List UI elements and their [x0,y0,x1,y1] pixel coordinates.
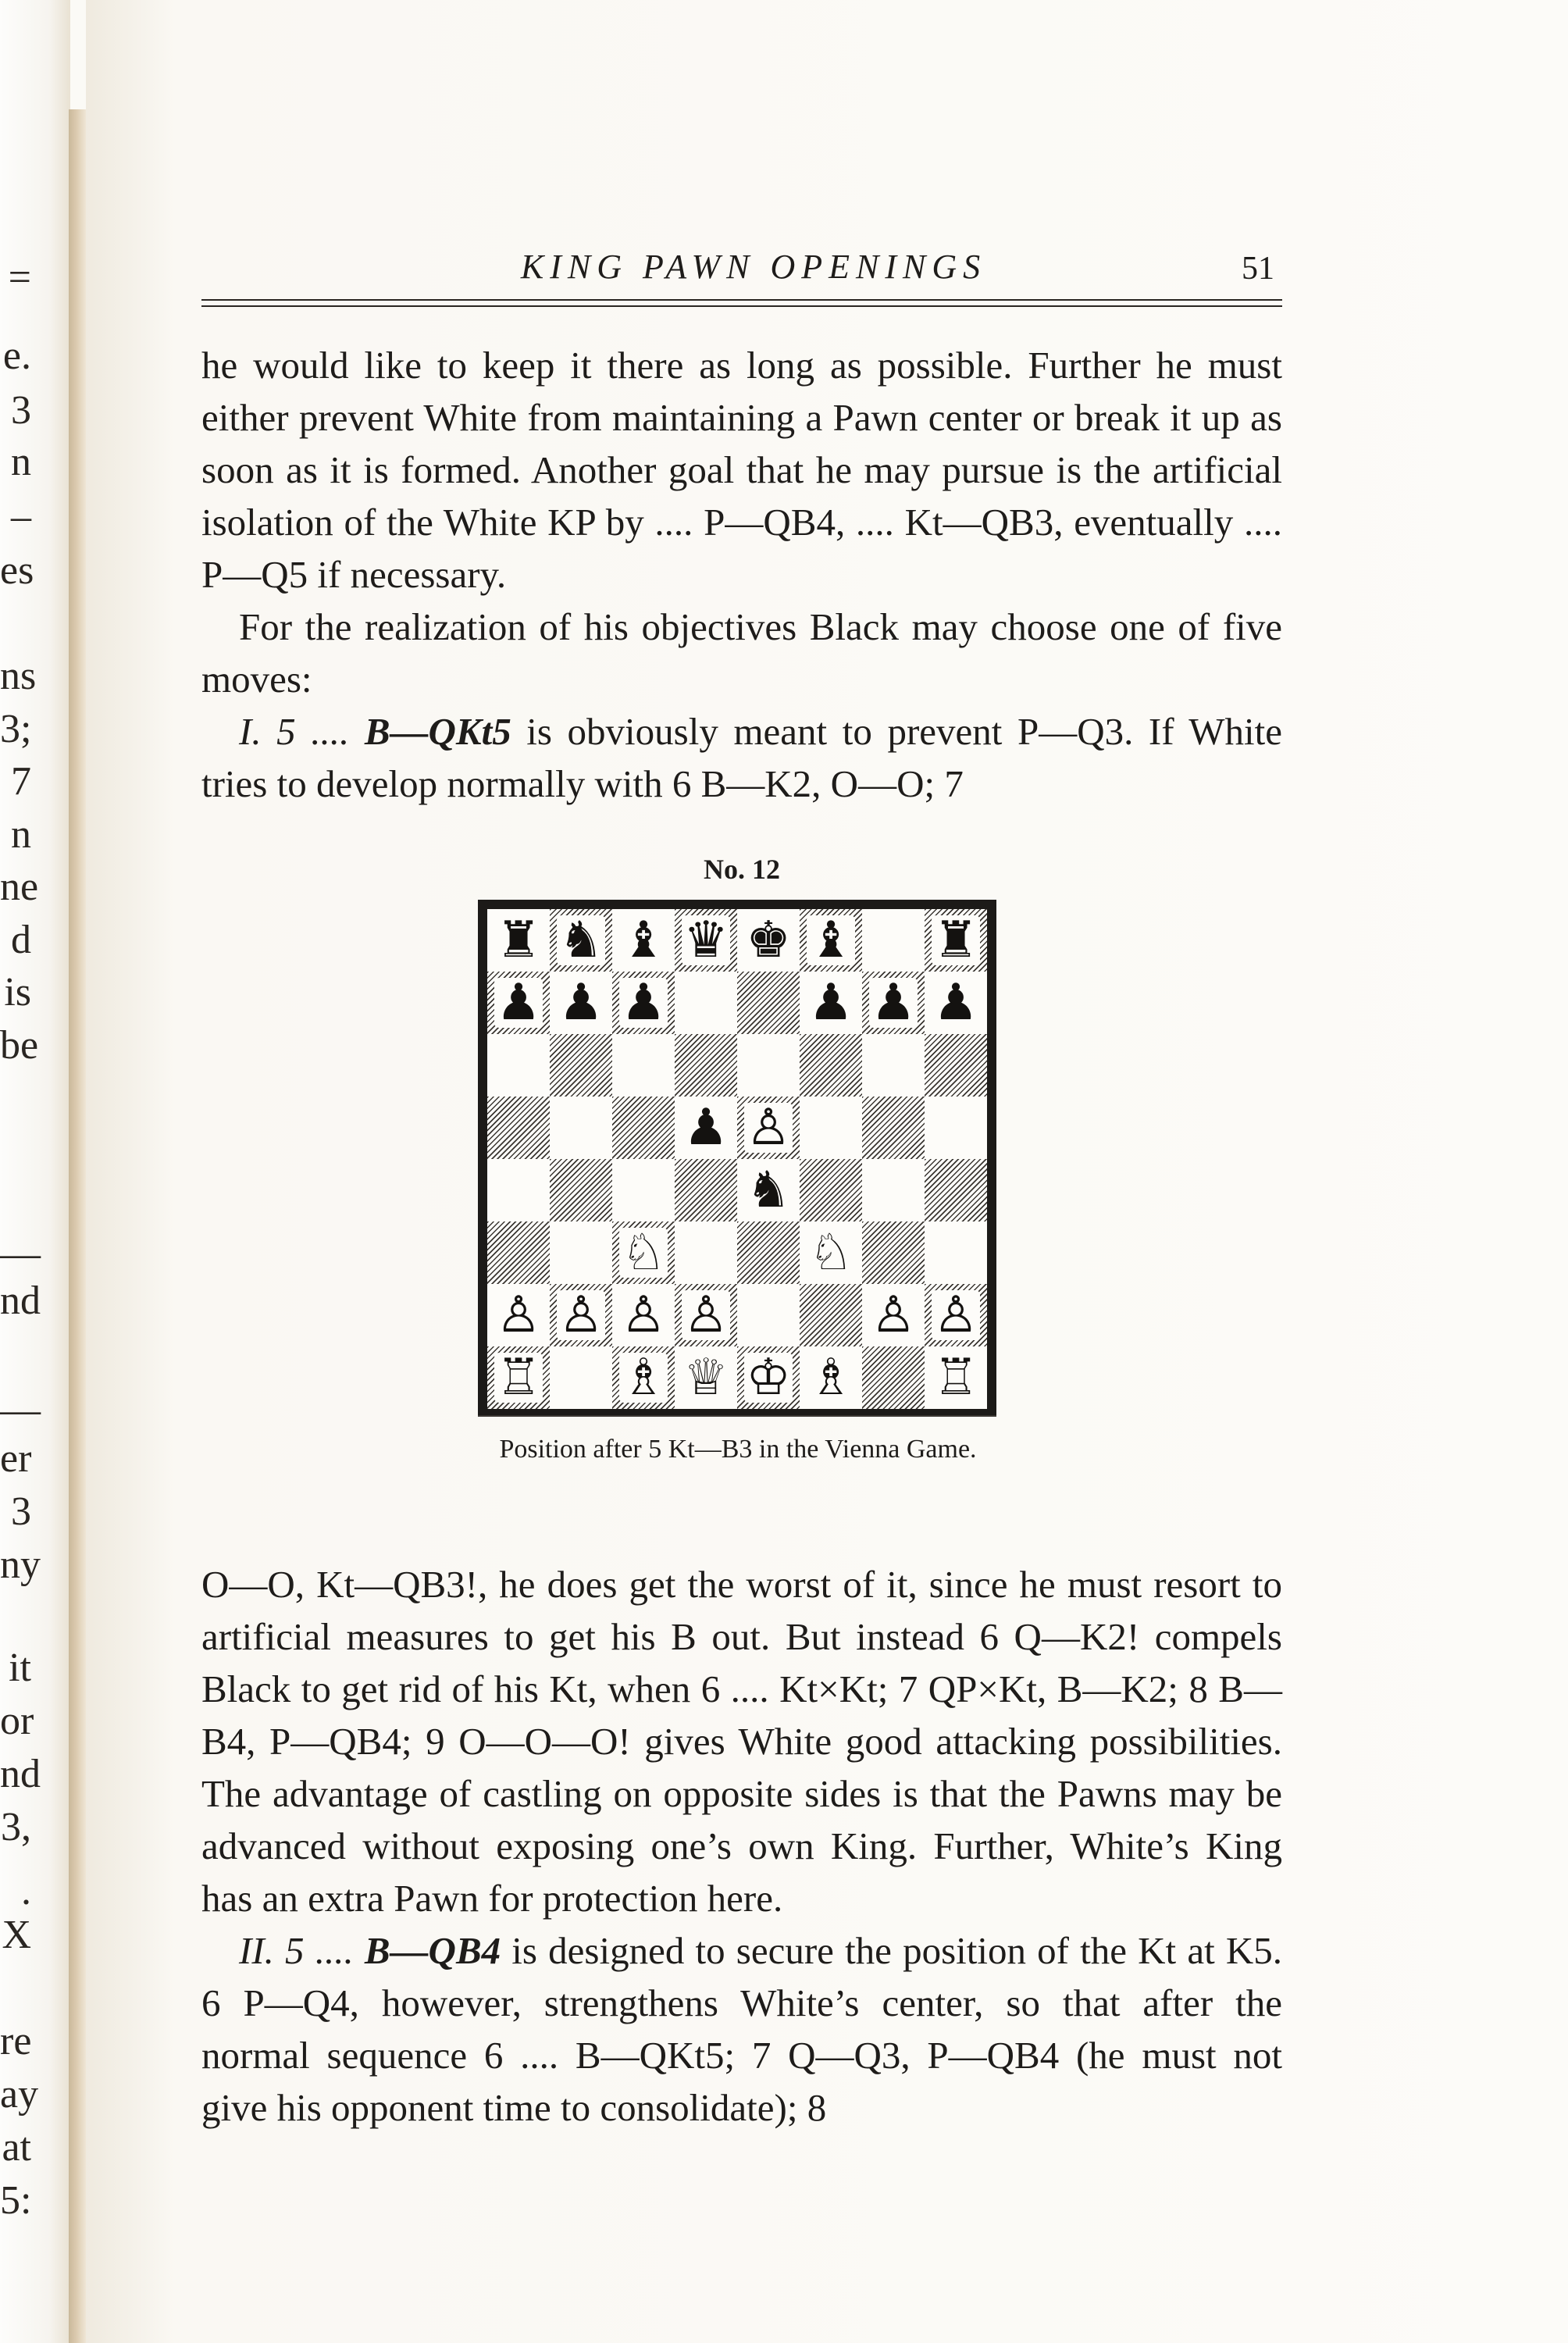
paragraph [201,705,1282,810]
board-square [800,909,862,972]
facing-page-text-fragment: ne [0,865,39,909]
board-square [487,1284,550,1346]
facing-page-text-fragment: — [0,1388,41,1432]
chess-piece-icon: ♟ [621,974,666,1032]
board-square [487,1034,550,1097]
text-run: O—O, Kt—QB3!, he does get the worst of it, since he must resort to artificial measures to get his B out. But instead 6 Q—K2! compels Black to get rid of his Kt, when 6 .... Kt×Kt; 7 QP×Kt, B—K2; 8 B—B4, P—QB4; 9 O—O—O! gives White good attacking possibilities. The advantage of castling on opposite sides is that the Pawns may be advanced without exposing one’s own King. Further, White’s King has an extra Pawn for protection here. [201,1563,1282,1920]
board-square [925,1159,987,1221]
text-run: is obviously meant to prevent P—Q3. If White tries to develop normally with 6 B—K2, O—O; 7 [201,710,1282,805]
board-square [925,972,987,1034]
board-square [925,1034,987,1097]
board-square [800,1097,862,1159]
chess-piece-icon: ♗ [621,1349,666,1407]
chess-piece-icon: ♕ [683,1349,729,1407]
facing-page-text-fragment: ay [0,2072,39,2117]
body-text-bottom [201,1558,1282,2134]
facing-page-text-fragment: 3 [11,388,31,433]
chess-piece-icon: ♙ [621,1286,666,1344]
board-square [675,972,737,1034]
chess-piece-icon: ♖ [496,1349,541,1407]
chess-piece-icon: ♖ [933,1349,978,1407]
board-square [487,1097,550,1159]
board-square [612,1346,675,1409]
facing-page-text-fragment: er [0,1436,32,1481]
board-square [612,1097,675,1159]
board-square [737,1097,800,1159]
board-square [737,909,800,972]
move-heading: B—QB4 [364,1929,501,1972]
diagram-caption: Position after 5 Kt—B3 in the Vienna Game. [499,1435,977,1464]
page-number: 51 [1242,251,1274,287]
board-square [800,1034,862,1097]
board-square [550,1097,612,1159]
facing-page-text-fragment: . [21,1869,31,1913]
chess-piece-icon: ♞ [746,1161,791,1219]
board-square [675,1159,737,1221]
board-square [800,972,862,1034]
paragraph [201,1924,1282,2134]
chess-piece-icon: ♟ [808,974,853,1032]
board-square [675,1097,737,1159]
facing-page-text-fragment: be [0,1023,39,1068]
board-square [862,1159,925,1221]
board-square [487,909,550,972]
board-square [862,909,925,972]
facing-page-text-fragment: is [4,970,31,1015]
board-square [737,1159,800,1221]
board-square [800,1346,862,1409]
facing-page-text-fragment: = [8,255,31,300]
facing-page-text-fragment: or [0,1699,34,1743]
chess-piece-icon: ♝ [808,911,853,969]
board-square [675,1221,737,1284]
facing-page-text-fragment: ns [0,654,37,698]
board-square [612,1034,675,1097]
header-rule-bottom [201,305,1282,307]
board-square [862,1097,925,1159]
board-square [612,909,675,972]
board-square [612,1221,675,1284]
chess-piece-icon: ♙ [496,1286,541,1344]
board-square [487,972,550,1034]
facing-page-edge [0,0,70,2343]
chess-piece-icon: ♘ [808,1224,853,1282]
board-square [550,1034,612,1097]
facing-page-text-fragment: re [0,2019,32,2063]
chess-piece-icon: ♟ [683,1099,729,1157]
board-square [800,1284,862,1346]
chess-piece-icon: ♗ [808,1349,853,1407]
board-square [487,1221,550,1284]
facing-page-text-fragment: – [11,494,31,539]
text-run: I. 5 .... [239,710,365,753]
chess-diagram [478,900,996,1415]
facing-page-text-fragment: e. [2,333,31,378]
paragraph [201,1558,1282,1924]
running-title: KING PAWN OPENINGS [520,248,987,286]
board-square [737,1221,800,1284]
facing-page-text-fragment: 3, [1,1805,31,1849]
chess-piece-icon: ♟ [871,974,916,1032]
board-square [487,1159,550,1221]
board-square [550,1284,612,1346]
chess-piece-icon: ♙ [683,1286,729,1344]
chess-piece-icon: ♔ [746,1349,791,1407]
paragraph [201,601,1282,705]
text-run: II. 5 .... [239,1929,365,1972]
board-square [800,1221,862,1284]
chess-piece-icon: ♟ [558,974,604,1032]
board-square [862,1346,925,1409]
facing-page-text-fragment: es [0,548,34,593]
board-square [925,1097,987,1159]
board-square [737,972,800,1034]
facing-page-text-fragment: X [2,1913,31,1957]
body-text-top [201,339,1282,810]
facing-page-text-fragment: 3; [0,707,32,751]
board-square [550,909,612,972]
board-square [550,1221,612,1284]
text-run: is designed to secure the position of the Kt at K5. 6 P—Q4, however, strengthens White’s center, so that after the normal sequence 6 .... B—QKt5; 7 Q—Q3, P—QB4 (he must not give his opponent time to consolidate); 8 [201,1929,1282,2129]
board-square [675,1034,737,1097]
board-square [925,1346,987,1409]
board-square [550,972,612,1034]
chess-piece-icon: ♞ [558,911,604,969]
board-square [550,1346,612,1409]
chess-piece-icon: ♟ [496,974,541,1032]
board-square [612,1284,675,1346]
facing-page-text-fragment: ny [0,1542,41,1587]
move-heading: B—QKt5 [364,710,511,753]
board-square [862,1034,925,1097]
chess-board [487,909,987,1409]
chess-piece-icon: ♙ [933,1286,978,1344]
chess-piece-icon: ♙ [871,1286,916,1344]
board-square [925,1284,987,1346]
facing-page-text-fragment: 5: [0,2178,32,2223]
facing-page-text-fragment: nd [0,1278,41,1323]
chess-piece-icon: ♝ [621,911,666,969]
text-run: he would like to keep it there as long as possible. Further he must either prevent White from maintaining a Pawn center or break it up as soon as it is formed. Another goal that he may pursue is the artificial isolation of the White KP by .... P—QB4, .... Kt—QB3, eventually .... P—Q5 if necessary. [201,344,1282,596]
board-square [862,1221,925,1284]
board-square [862,1284,925,1346]
facing-page-text-fragment: — [0,1232,41,1276]
paragraph [201,339,1282,601]
facing-page-text-fragment: 3 [11,1489,31,1534]
board-square [737,1346,800,1409]
chess-piece-icon: ♜ [933,911,978,969]
board-square [925,909,987,972]
facing-page-text-fragment: nd [0,1752,41,1796]
board-square [675,1346,737,1409]
chess-piece-icon: ♛ [683,911,729,969]
board-square [800,1159,862,1221]
running-header [201,247,1282,294]
chess-piece-icon: ♚ [746,911,791,969]
board-square [550,1159,612,1221]
board-square [862,972,925,1034]
board-square [675,909,737,972]
chess-piece-icon: ♟ [933,974,978,1032]
chess-piece-icon: ♙ [558,1286,604,1344]
board-square [925,1221,987,1284]
board-square [675,1284,737,1346]
facing-page-text-fragment: 7 [11,759,31,804]
chess-piece-icon: ♜ [496,911,541,969]
chess-piece-icon: ♘ [621,1224,666,1282]
board-square [612,1159,675,1221]
board-square [487,1346,550,1409]
facing-page-text-fragment: d [11,918,31,962]
book-gutter [69,109,86,2343]
facing-page-text-fragment: n [11,812,31,857]
header-rule-top [201,299,1282,301]
board-square [612,972,675,1034]
diagram-label: No. 12 [704,854,780,885]
text-run: For the realization of his objectives Black may choose one of five moves: [201,605,1282,701]
facing-page-text-fragment: it [9,1646,31,1690]
facing-page-text-fragment: n [11,440,31,484]
facing-page-text-fragment: at [2,2125,31,2170]
chess-piece-icon: ♙ [746,1099,791,1157]
board-square [737,1034,800,1097]
board-square [737,1284,800,1346]
